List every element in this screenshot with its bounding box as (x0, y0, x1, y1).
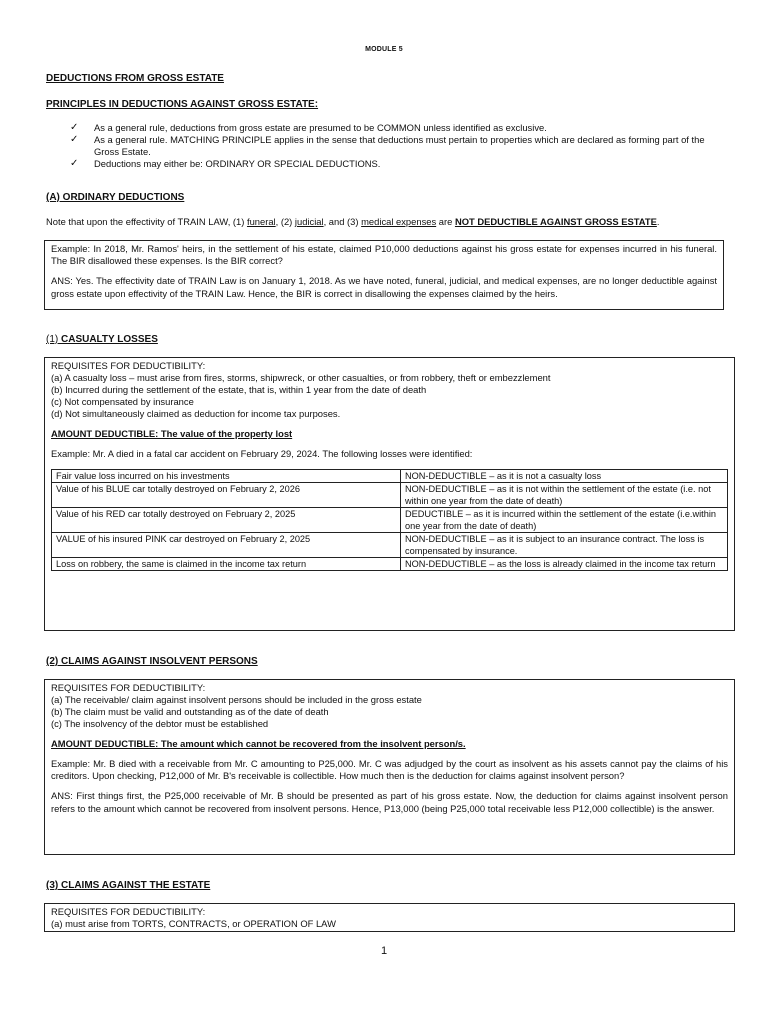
requisite-item: (c) Not compensated by insurance (51, 396, 194, 407)
table-cell: Value of his RED car totally destroyed on February 2, 2025 (52, 508, 401, 533)
table-cell: VALUE of his insured PINK car destroyed on February 2, 2025 (52, 533, 401, 558)
example-text: Example: In 2018, Mr. Ramos' heirs, in the settlement of his estate, claimed P10,000 deductions against his gross estate for expenses incurred in his funeral. The BIR disallowed these expenses. Is the BIR correct? (51, 243, 717, 267)
requisite-item: (b) The claim must be valid and outstanding as of the date of death (51, 706, 329, 717)
casualty-box (44, 357, 735, 631)
amount-deductible: AMOUNT DEDUCTIBLE: The value of the property lost (51, 428, 293, 439)
list-item: ✓ As a general rule, deductions from gross estate are presumed to be COMMON unless identified as exclusive. (70, 122, 547, 133)
checkmark-icon: ✓ (70, 134, 79, 145)
page-number: 1 (380, 945, 388, 957)
casualty-losses-heading: (1) CASUALTY LOSSES (46, 334, 158, 345)
insolvent-example: Example: Mr. B died with a receivable from Mr. C amounting to P25,000. Mr. C was adjudged by the court as insolvent as his assets cannot pay the claims of his creditors. Upon checking, P12,000 of Mr. B's receivable is collectible. How much then is the deduction for claims against insolvent person? (51, 758, 728, 782)
ordinary-deductions-heading: (A) ORDINARY DEDUCTIONS (46, 192, 185, 203)
table-cell: NON-DEDUCTIBLE – as it is not within the settlement of the estate (i.e. not within one year from the date of death) (401, 483, 728, 508)
table-cell: NON-DEDUCTIBLE – as it is subject to an insurance contract. The loss is compensated by insurance. (401, 533, 728, 558)
insolvent-claims-heading: (2) CLAIMS AGAINST INSOLVENT PERSONS (46, 656, 258, 667)
requisite-item: (a) must arise from TORTS, CONTRACTS, or OPERATION OF LAW (51, 918, 336, 929)
table-row (52, 558, 728, 571)
amount-deductible: AMOUNT DEDUCTIBLE: The amount which cannot be recovered from the insolvent person/s. (51, 738, 466, 749)
requisites-title: REQUISITES FOR DEDUCTIBILITY: (51, 682, 206, 693)
principles-heading: PRINCIPLES IN DEDUCTIONS AGAINST GROSS ESTATE: (46, 99, 319, 110)
list-item: ✓ As a general rule. MATCHING PRINCIPLE applies in the sense that deductions must pertain to properties which are declared as forming part of the Gross Estate. (70, 134, 705, 157)
train-law-note: Note that upon the effectivity of TRAIN LAW, (1) funeral, (2) judicial, and (3) medical expenses are NOT DEDUCTIBLE AGAINST GROSS ESTATE. (46, 216, 660, 227)
page-title: DEDUCTIONS FROM GROSS ESTATE (46, 73, 224, 84)
principles-list (70, 122, 730, 170)
table-cell: Loss on robbery, the same is claimed in the income tax return (52, 558, 401, 571)
table-cell: NON-DEDUCTIBLE – as it is not a casualty loss (401, 470, 728, 483)
estate-claims-heading: (3) CLAIMS AGAINST THE ESTATE (46, 880, 211, 891)
table-row (52, 483, 728, 508)
insolvent-answer: ANS: First things first, the P25,000 receivable of Mr. B should be presented as part of his gross estate. Now, the deduction for claims against insolvent person refers to the amount which cannot be recovered from insolvent persons. Hence, P13,000 (being P25,000 total receivable less P12,000 collectible) is the answer. (51, 790, 728, 814)
list-item: ✓ Deductions may either be: ORDINARY OR SPECIAL DEDUCTIONS. (70, 158, 381, 169)
table-cell: DEDUCTIBLE – as it is incurred within the settlement of the estate (i.e.within one year from the date of death) (401, 508, 728, 533)
module-header: MODULE 5 (365, 46, 403, 53)
table-cell: Value of his BLUE car totally destroyed on February 2, 2026 (52, 483, 401, 508)
requisite-item: (b) Incurred during the settlement of the estate, that is, within 1 year from the date of death (51, 384, 427, 395)
requisite-item: (a) A casualty loss – must arise from fires, storms, shipwreck, or other casualties, or from robbery, theft or embezzlement (51, 372, 551, 383)
table-row (52, 533, 728, 558)
requisite-item: (a) The receivable/ claim against insolvent persons should be included in the gross estate (51, 694, 422, 705)
checkmark-icon: ✓ (70, 158, 79, 169)
ordinary-example-box (44, 240, 724, 310)
table-row (52, 508, 728, 533)
casualty-example: Example: Mr. A died in a fatal car accident on February 29, 2024. The following losses were identified: (51, 448, 473, 459)
requisites-title: REQUISITES FOR DEDUCTIBILITY: (51, 906, 206, 917)
requisite-item: (d) Not simultaneously claimed as deduction for income tax purposes. (51, 408, 341, 419)
answer-text: ANS: Yes. The effectivity date of TRAIN Law is on January 1, 2018. As we have noted, funeral, judicial, and medical expenses, are no longer deductible against gross estate upon effectivity of the TRAIN Law. Hence, the BIR is correct in disallowing the expenses claimed by the heirs. (51, 275, 717, 299)
table-cell: Fair value loss incurred on his investments (52, 470, 401, 483)
casualty-table (51, 469, 728, 571)
requisites-title: REQUISITES FOR DEDUCTIBILITY: (51, 360, 206, 371)
insolvent-box (44, 679, 735, 855)
table-cell: NON-DEDUCTIBLE – as the loss is already claimed in the income tax return (401, 558, 728, 571)
table-row (52, 470, 728, 483)
checkmark-icon: ✓ (70, 122, 79, 133)
estate-box (44, 903, 735, 932)
requisite-item: (c) The insolvency of the debtor must be established (51, 718, 269, 729)
